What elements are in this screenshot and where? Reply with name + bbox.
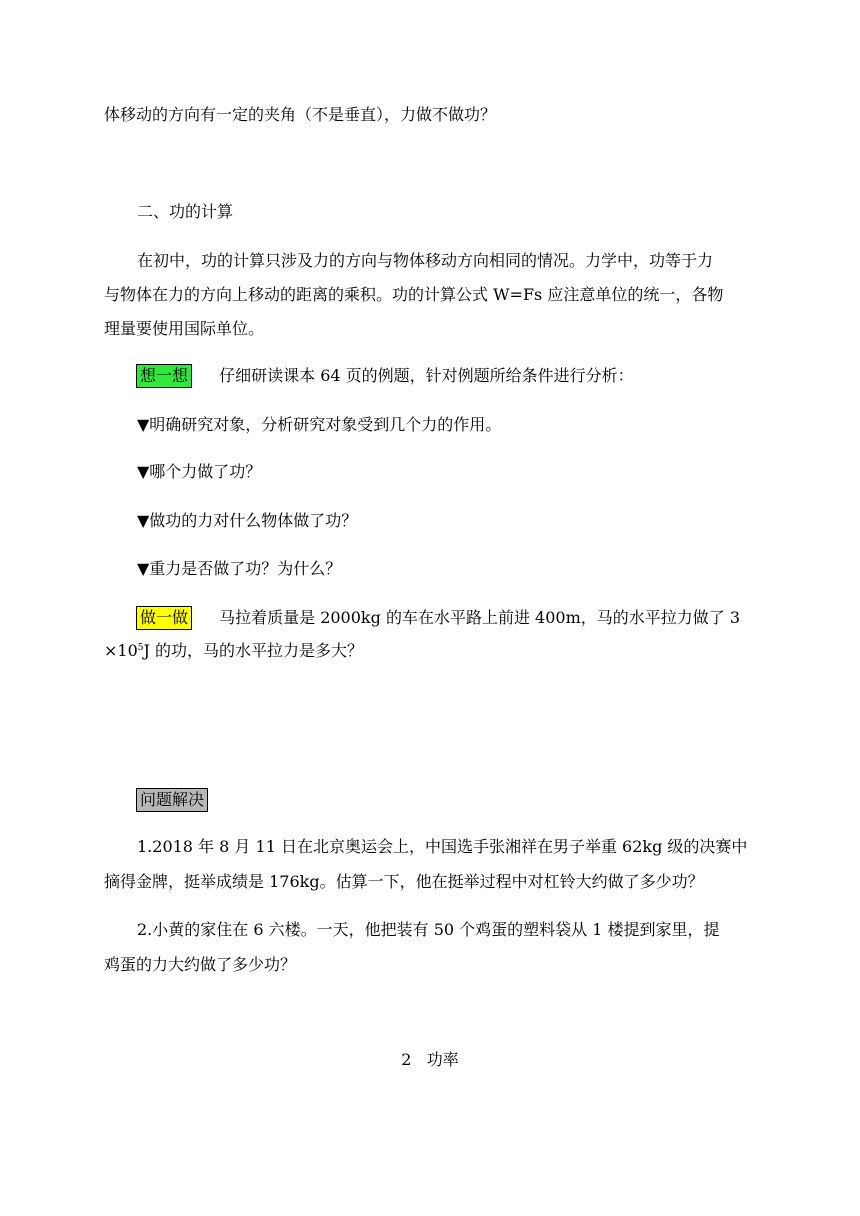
next-section-title-text: 2 功率 [401,1050,459,1069]
list-item: ▼重力是否做了功？为什么？ [137,559,342,578]
do-tag: 做一做 [136,606,192,630]
do-text-continued [104,641,363,661]
do-text-part: ×10 [104,641,138,660]
continued-paragraph: 体移动的方向有一定的夹角（不是垂直），力做不做功？ [104,105,497,124]
paragraph-line: 在初中，功的计算只涉及力的方向与物体移动方向相同的情况。力学中，功等于力 [137,251,714,270]
problem-line: 2.小黄的家住在 6 六楼。一天，他把装有 50 个鸡蛋的塑料袋从 1 楼提到家里，提 [137,920,720,939]
do-text: 马拉着质量是 2000kg 的车在水平路上前进 400m，马的水平拉力做了 3 [219,608,741,627]
think-text: 仔细研读课本 64 页的例题，针对例题所给条件进行分析： [219,366,634,385]
paragraph-line: 与物体在力的方向上移动的距离的乘积。功的计算公式 W=Fs 应注意单位的统一，各物 [104,285,724,304]
do-row [136,606,740,630]
list-item: ▼做功的力对什么物体做了功？ [137,511,358,530]
problem-tag: 问题解决 [136,788,208,812]
list-item: ▼哪个力做了功？ [137,462,262,481]
paragraph-line: 理量要使用国际单位。 [104,319,265,338]
problem-line: 摘得金牌，挺举成绩是 176kg。估算一下，他在挺举过程中对杠铃大约做了多少功？ [104,872,704,891]
problem-line: 鸡蛋的力大约做了多少功？ [104,955,297,974]
problem-heading-row [136,788,208,812]
next-section-title [0,1050,860,1070]
think-row [136,364,634,388]
exponent: 5 [137,643,144,653]
section-heading: 二、功的计算 [137,202,234,221]
think-tag: 想一想 [136,364,192,388]
list-item: ▼明确研究对象，分析研究对象受到几个力的作用。 [137,415,502,434]
problem-line: 1.2018 年 8 月 11 日在北京奥运会上，中国选手张湘祥在男子举重 62kg 级的决赛中 [137,837,748,856]
do-text-part: J 的功，马的水平拉力是多大？ [143,641,364,660]
